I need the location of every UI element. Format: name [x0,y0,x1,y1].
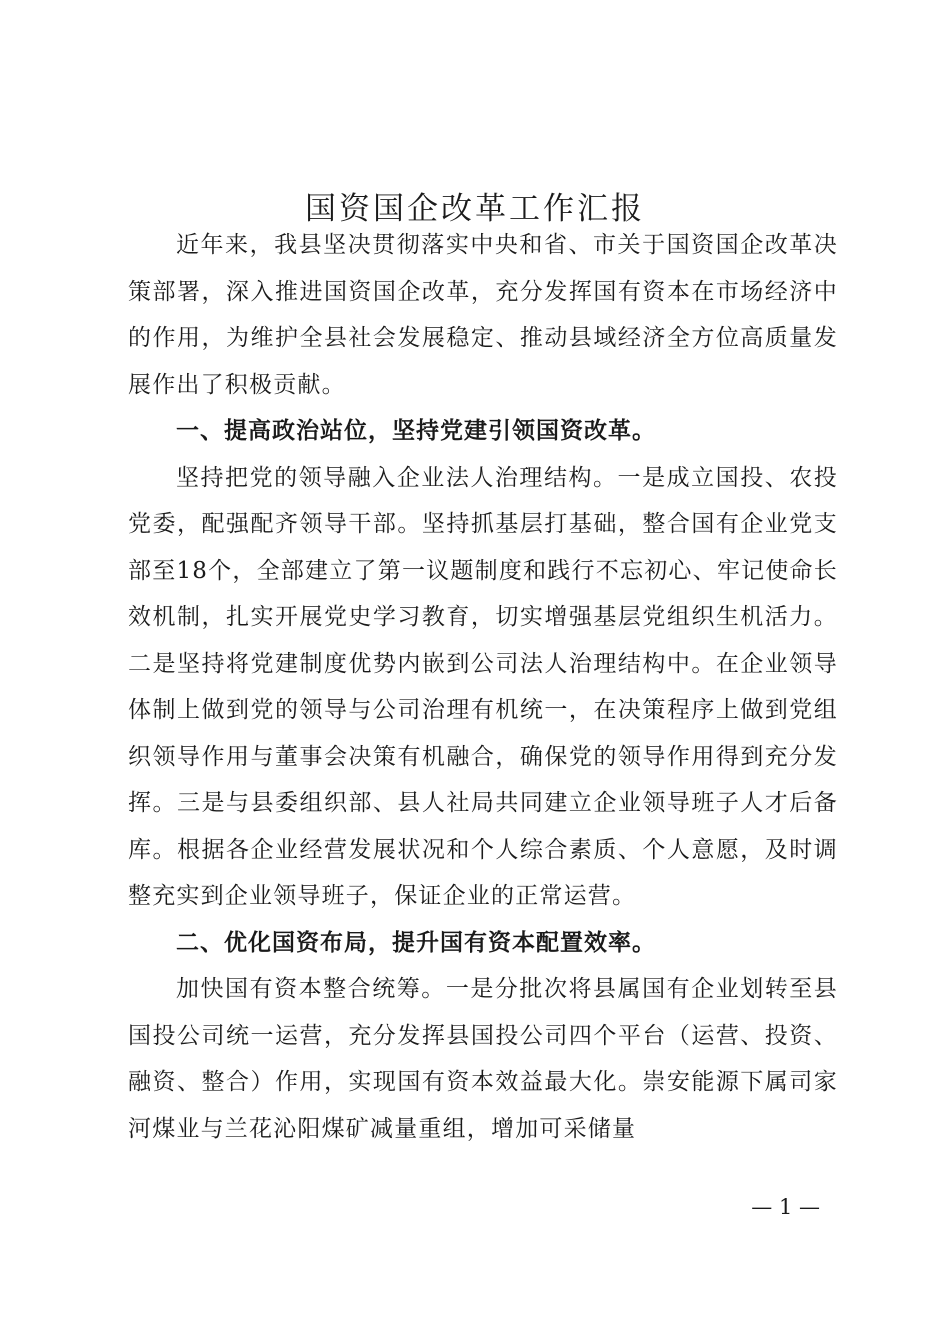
section-heading-2: 二、优化国资布局，提升国有资本配置效率。 [176,929,656,956]
page-number: — 1 — [751,1195,820,1219]
intro-paragraph: 近年来，我县坚决贯彻落实中央和省、市关于国资国企改革决策部署，深入推进国资国企改革，充分发挥国有资本在市场经济中的作用，为维护全县社会发展稳定、推动县域经济全方位高质量发展作出了积极贡献。 [128,232,838,398]
document-body [128,222,838,1152]
document-title: 国资国企改革工作汇报 [305,190,645,227]
section-paragraph-2: 加快国有资本整合统筹。一是分批次将县属国有企业划转至县国投公司统一运营，充分发挥县国投公司四个平台（运营、投资、融资、整合）作用，实现国有资本效益最大化。崇安能源下属司家河煤业与兰花沁阳煤矿减量重组，增加可采储量 [128,976,838,1142]
section-heading-1: 一、提高政治站位，坚持党建引领国资改革。 [176,418,656,444]
section-paragraph-1: 坚持把党的领导融入企业法人治理结构。一是成立国投、农投党委，配强配齐领导干部。坚持抓基层打基础，整合国有企业党支部至18个，全部建立了第一议题制度和践行不忘初心、牢记使命长效机制，扎实开展党史学习教育，切实增强基层党组织生机活力。二是坚持将党建制度优势内嵌到公司法人治理结构中。在企业领导体制上做到党的领导与公司治理有机统一，在决策程序上做到党组织领导作用与董事会决策有机融合，确保党的领导作用得到充分发挥。三是与县委组织部、县人社局共同建立企业领导班子人才后备库。根据各企业经营发展状况和个人综合素质、个人意愿，及时调整充实到企业领导班子，保证企业的正常运营。 [128,464,838,909]
